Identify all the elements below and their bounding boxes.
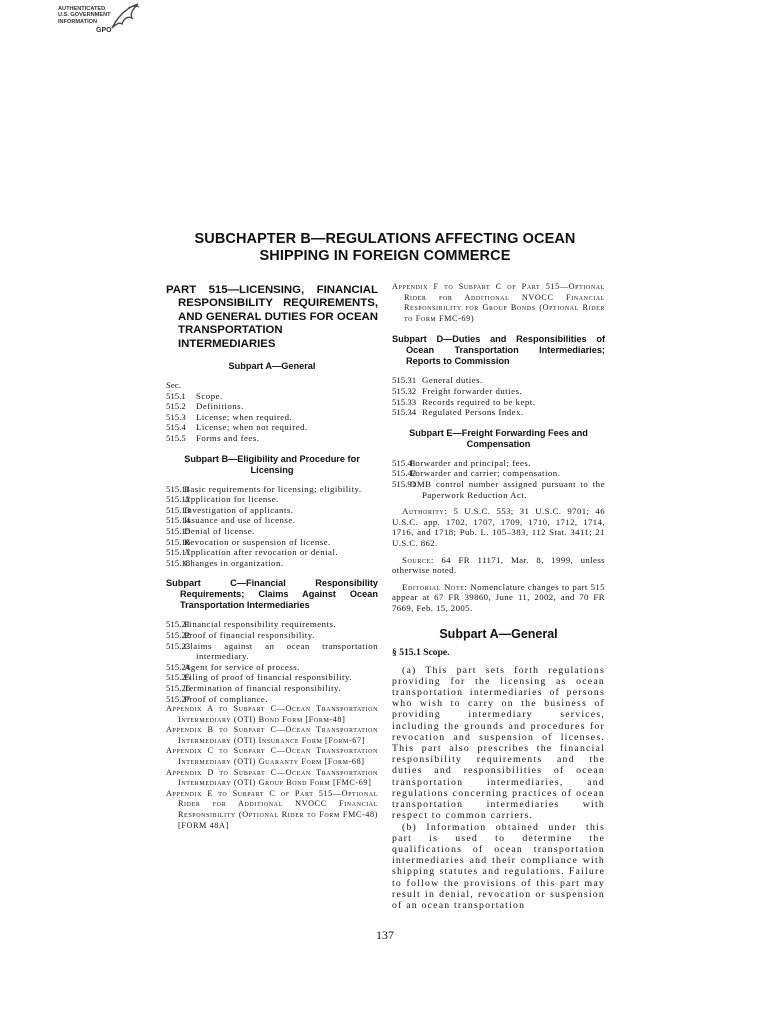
toc-num: 515.2 <box>166 401 186 412</box>
toc-num: 515.16 <box>166 536 191 547</box>
toc-item <box>392 397 605 408</box>
toc-num: 515.14 <box>166 515 191 526</box>
eagle-icon <box>108 2 142 32</box>
authority-note <box>392 506 605 548</box>
toc-text: Regulated Persons Index. <box>422 407 524 418</box>
toc-text: Scope. <box>196 390 223 401</box>
toc-item <box>392 468 605 479</box>
editorial-text: Nomenclature changes to part 515 appear at 67 FR 39860, June 11, 2002, and 70 FR 7669, Feb. 15, 2005. <box>392 581 605 613</box>
editorial-note <box>392 582 605 614</box>
toc-item <box>166 433 378 444</box>
subpart-b-heading: Subpart B—Eligibility and Procedure for Licensing <box>184 453 360 475</box>
subpart-d-heading: Subpart D—Duties and Responsibilities of Ocean Transportation Intermediaries; Reports to Commission <box>392 334 605 367</box>
left-column <box>166 284 378 831</box>
subchapter-line-1: SUBCHAPTER B—REGULATIONS AFFECTING OCEAN <box>194 231 576 247</box>
toc-num: 515.91 <box>392 478 417 489</box>
toc-text: Claims against an ocean transportation intermediary. <box>184 640 378 662</box>
toc-num: 515.33 <box>392 396 417 407</box>
toc-item <box>166 484 378 495</box>
editorial-label: Editorial Note: <box>402 581 468 592</box>
toc-num: 515.24 <box>166 661 191 672</box>
toc-num: 515.26 <box>166 682 191 693</box>
toc-num: 515.42 <box>392 468 417 479</box>
toc-text: Forms and fees. <box>196 433 260 443</box>
toc-num: 515.25 <box>166 672 191 683</box>
appendix-f: Appendix F to Subpart C of Part 515—Optional Rider for Additional NVOCC Financial Responsibility for Group Bonds (Optional Rider to Form FMC-69) <box>392 282 605 323</box>
subpart-d-toc <box>392 375 605 417</box>
toc-num: 515.13 <box>166 504 191 515</box>
toc-num: 515.41 <box>392 457 417 468</box>
toc-item <box>166 391 378 402</box>
toc-item <box>166 494 378 505</box>
toc-num: 515.5 <box>166 433 186 443</box>
toc-item <box>392 375 605 386</box>
toc-text: License; when required. <box>196 411 293 422</box>
toc-num: 515.27 <box>166 693 191 704</box>
subpart-b-toc <box>166 484 378 569</box>
toc-item <box>392 458 605 469</box>
toc-item <box>166 515 378 526</box>
appendix-a: Appendix A to Subpart C—Ocean Transportation Intermediary (OTI) Bond Form [Form-48] <box>166 704 378 724</box>
subpart-c-heading: Subpart C—Financial Responsibility Requirements; Claims Against Ocean Transportation Intermediaries <box>166 578 378 611</box>
paragraph-b: (b) Information obtained under this part is used to determine the qualifications of ocean transportation intermediaries and their compliance with shipping statutes and regulations. Failure to follow the provisions of this part may result in denial, revocation or suspension of an ocean transportation <box>392 821 605 911</box>
toc-num: 515.21 <box>166 619 191 630</box>
toc-item <box>392 407 605 418</box>
appendix-e: Appendix E to Subpart C of Part 515—Optional Rider for Additional NVOCC Financial Responsibility (Optional Rider to Form FMC-48) [FORM 48A] <box>166 788 378 830</box>
sec-label: Sec. <box>166 380 181 391</box>
toc-num: 515.15 <box>166 525 191 536</box>
subpart-a-general-heading: Subpart A—General <box>439 627 558 642</box>
toc-num: 515.3 <box>166 411 186 422</box>
source-text: 64 FR 11171, Mar. 8, 1999, unless otherwise noted. <box>392 554 605 576</box>
gpo-auth-text <box>58 6 111 25</box>
toc-num: 515.23 <box>166 640 191 651</box>
appendix-b: Appendix B to Subpart C—Ocean Transportation Intermediary (OTI) Insurance Form [Form-67] <box>166 725 378 745</box>
toc-item <box>392 386 605 397</box>
page-number: 137 <box>376 928 394 942</box>
subpart-a-heading: Subpart A—General <box>228 361 316 372</box>
appendix-c: Appendix C to Subpart C—Ocean Transportation Intermediary (OTI) Guaranty Form [Form-68] <box>166 746 378 767</box>
toc-item <box>166 558 378 569</box>
right-column <box>392 282 605 911</box>
toc-text: Changes in organization. <box>184 557 284 568</box>
part-title: PART 515—LICENSING, FINANCIAL RESPONSIBILITY REQUIREMENTS, AND GENERAL DUTIES FOR OCEAN TRANSPORTATION INTERMEDIARIES <box>166 284 378 350</box>
subpart-a-toc <box>166 391 378 444</box>
toc-item <box>166 505 378 516</box>
toc-item <box>166 547 378 558</box>
toc-text: Financial responsibility requirements. <box>184 619 337 630</box>
paragraph-a: (a) This part sets forth regulations providing for the licensing as ocean transportation intermediaries of persons who wish to carry on the business of providing intermediary services, including the grounds and procedures for revocation and suspension of licenses. This part also prescribes the financial responsibility requirements and the duties and responsibilities of ocean transportation intermediaries, and regulations concerning practices of ocean transportation intermediaries with respect to common carriers. <box>392 664 605 822</box>
subchapter-line-2: SHIPPING IN FOREIGN COMMERCE <box>259 248 511 264</box>
toc-num: 515.1 <box>166 390 186 401</box>
toc-item <box>166 630 378 641</box>
toc-num: 515.11 <box>166 483 190 494</box>
toc-text: Freight forwarder duties. <box>422 385 523 396</box>
toc-num: 515.31 <box>392 375 417 386</box>
toc-text: Termination of financial responsibility. <box>184 682 342 693</box>
toc-text: Proof of financial responsibility. <box>184 629 315 640</box>
toc-text: General duties. <box>422 375 483 386</box>
gpo-mark: GPO <box>96 27 112 34</box>
toc-num: 515.22 <box>166 629 191 640</box>
authority-label: Authority: <box>402 506 448 517</box>
toc-text: Forwarder and carrier; compensation. <box>410 468 561 479</box>
section-title: § 515.1 Scope. <box>392 647 450 659</box>
toc-item <box>166 694 378 705</box>
subchapter-heading <box>160 231 610 265</box>
toc-text: Basic requirements for licensing; eligibility. <box>184 483 362 494</box>
toc-text: Proof of compliance. <box>184 693 269 704</box>
source-note <box>392 555 605 576</box>
toc-item <box>166 662 378 673</box>
subpart-e-toc <box>392 458 605 500</box>
subpart-c-toc <box>166 619 378 704</box>
toc-text: Agent for service of process. <box>184 661 300 672</box>
toc-item <box>166 641 378 662</box>
auth-line-2: U.S. GOVERNMENT <box>58 12 111 19</box>
toc-text: Investigation of applicants. <box>184 504 294 515</box>
appendix-d: Appendix D to Subpart C—Ocean Transportation Intermediary (OTI) Group Bond Form [FMC-69] <box>166 767 378 788</box>
toc-num: 515.18 <box>166 557 191 568</box>
toc-text: Application for license. <box>184 494 279 505</box>
toc-num: 515.34 <box>392 407 417 418</box>
toc-text: Forwarder and principal; fees. <box>410 457 532 468</box>
auth-line-1: AUTHENTICATED <box>58 6 106 12</box>
toc-item <box>166 683 378 694</box>
toc-text: License; when not required. <box>196 422 308 433</box>
toc-text: Application after revocation or denial. <box>184 547 339 558</box>
toc-num: 515.4 <box>166 422 186 433</box>
authority-text: 5 U.S.C. 553; 31 U.S.C. 9701; 46 U.S.C. app. 1702, 1707, 1709, 1710, 1712, 1714, 1716, and 1718; Pub. L. 105–383, 112 Stat. 3411; 21 U.S.C. 862. <box>392 506 605 548</box>
toc-text: Denial of license. <box>184 525 255 536</box>
toc-item <box>392 479 605 500</box>
toc-text: Revocation or suspension of license. <box>184 536 331 547</box>
toc-item <box>166 619 378 630</box>
auth-line-3: INFORMATION <box>58 18 98 25</box>
toc-text: Issuance and use of license. <box>184 515 296 526</box>
toc-text: OMB control number assigned pursuant to the Paperwork Reduction Act. <box>410 478 605 500</box>
toc-text: Filing of proof of financial responsibility. <box>184 672 353 683</box>
toc-item <box>166 412 378 423</box>
toc-item <box>166 401 378 412</box>
toc-text: Records required to be kept. <box>422 396 536 407</box>
toc-num: 515.32 <box>392 385 417 396</box>
toc-num: 515.17 <box>166 547 191 558</box>
toc-item <box>166 537 378 548</box>
toc-text: Definitions. <box>196 401 244 412</box>
source-label: Source: <box>402 554 434 565</box>
toc-item <box>166 526 378 537</box>
toc-num: 515.12 <box>166 494 191 505</box>
toc-item <box>166 422 378 433</box>
toc-item <box>166 672 378 683</box>
subpart-e-heading: Subpart E—Freight Forwarding Fees and Compensation <box>409 427 588 449</box>
